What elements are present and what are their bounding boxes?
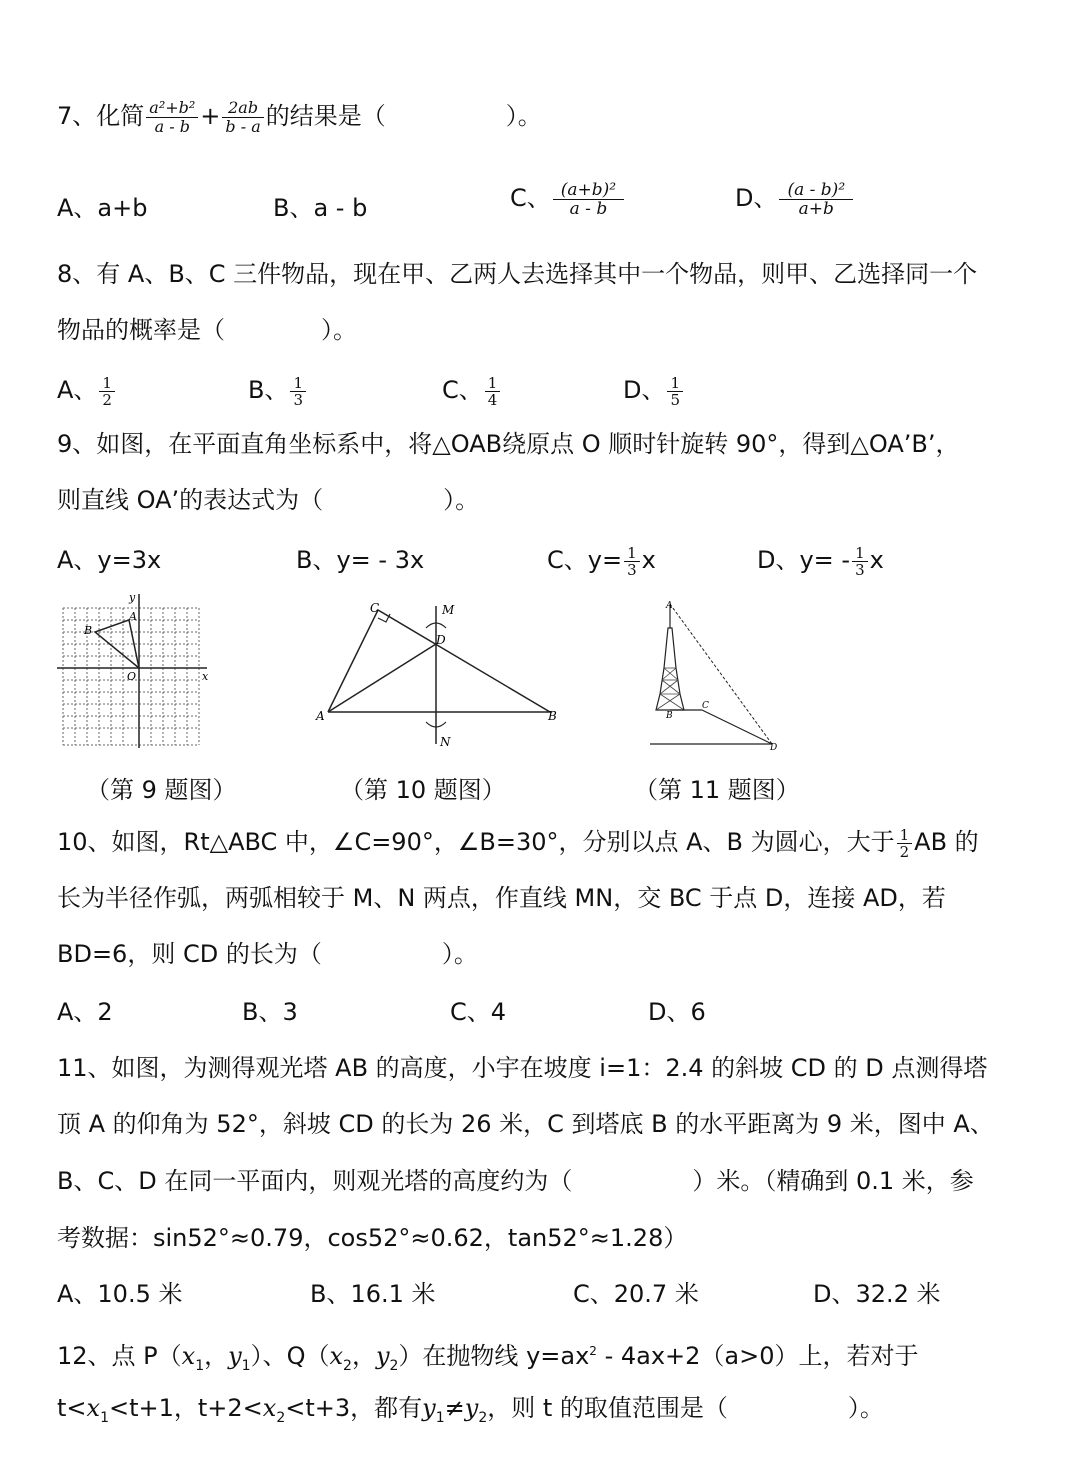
figure-10-triangle (312, 598, 572, 753)
fig9-label-x: x (202, 670, 209, 683)
fig9-label-y: y (129, 591, 136, 604)
q12-line-1: 12、点 $P(x_1$，$y_1$）、$Q(x_2$，$y_2$）在抛物线 $y=ax^2 - 4ax+2(a>0)$上，若对于 (57, 1342, 919, 1374)
figure-11-caption: （第 11 题图） (634, 776, 800, 804)
q7-fraction-1: $\frac{\text{a²+b²}}{a - b}$ (146, 99, 198, 136)
q12-line-2: $t<x_1<t+1$，$t+2<x_2<t+3$，都有$y_1\ne y_2$，则 t 的取值范围是（ ）。 (57, 1394, 884, 1426)
q11-line-3: B、C、D 在同一平面内，则观光塔的高度约为（ ）米。（精确到 0.1 米，参 (57, 1167, 974, 1195)
fig10-label-c: C (370, 601, 380, 615)
figure-11-tower (640, 598, 790, 753)
q9-option-a: A、y=3x (57, 546, 162, 574)
q10-option-d: D、6 (648, 998, 706, 1026)
q7-option-a: A、a+b (57, 194, 148, 222)
fig11-label-d: D (770, 743, 778, 753)
fig9-label-o: O (127, 670, 137, 683)
q8-line-1: 8、有 A、B、C 三件物品，现在甲、乙两人去选择其中一个物品，则甲、乙选择同一个 (57, 260, 978, 288)
q11-option-a: A、10.5 米 (57, 1280, 183, 1308)
fig9-label-a: A (129, 610, 137, 623)
q8-line-2: 物品的概率是（ ）。 (57, 316, 357, 344)
q11-line-4: 考数据：sin52°≈0.79，cos52°≈0.62，tan52°≈1.28） (57, 1224, 688, 1252)
q9-option-b: B、y= - 3x (296, 546, 425, 574)
q7-option-b: B、a - b (273, 194, 368, 222)
q8-option-a: A、 $\frac{1}{2}$ (57, 372, 117, 408)
q7-option-c: C、 $\frac{\text{(a+b)²}}{a - b}$ (510, 180, 626, 218)
figure-9-caption: （第 9 题图） (86, 776, 237, 804)
q10-line-2: 长为半径作弧，两弧相较于 M、N 两点，作直线 MN，交 BC 于点 D，连接 AD，若 (57, 884, 946, 912)
q11-option-d: D、32.2 米 (813, 1280, 941, 1308)
q7-option-d: D、 $\frac{\text{(a - b)²}}{a+b}$ (735, 180, 855, 218)
q8-option-c: C、 $\frac{1}{4}$ (442, 372, 502, 408)
fig11-label-c: C (702, 701, 709, 711)
q10-option-c: C、4 (450, 998, 507, 1026)
q10-line-1: 10、如图，Rt△ABC 中，∠C=90°，∠B=30°，分别以点 A、B 为圆心，大于 $\frac{1}{2}$ AB 的 (57, 825, 979, 861)
q9-option-d: D、y= - $\frac{1}{3}$ x (757, 543, 884, 579)
fig10-label-a: A (316, 709, 325, 723)
q9-line-2: 则直线 OA’的表达式为（ ）。 (57, 486, 480, 514)
q11-option-b: B、16.1 米 (310, 1280, 436, 1308)
q9-line-1: 9、如图，在平面直角坐标系中，将△OAB绕原点 O 顺时针旋转 90°，得到△OA’B’， (57, 430, 960, 458)
q9-option-c: C、y= $\frac{1}{3}$ x (547, 543, 656, 579)
q11-line-1: 11、如图，为测得观光塔 AB 的高度，小宇在坡度 i=1：2.4 的斜坡 CD 的 D 点测得塔 (57, 1054, 988, 1082)
q8-option-b: B、 $\frac{1}{3}$ (248, 372, 308, 408)
q8-option-d: D、 $\frac{1}{5}$ (623, 372, 685, 408)
q7-stem: 7、化简 $\frac{\text{a²+b²}}{a - b}$ + $\frac{2ab}{b - a}$ 的结果是（ ）。 (57, 97, 542, 136)
figure-10-caption: （第 10 题图） (340, 776, 506, 804)
fig9-label-b: B (84, 624, 93, 637)
q11-option-c: C、20.7 米 (573, 1280, 699, 1308)
q10-option-b: B、3 (242, 998, 298, 1026)
fig10-label-b: B (548, 709, 557, 723)
figure-9-coordinate-grid (55, 590, 215, 750)
fig10-label-d: D (436, 633, 446, 647)
q11-line-2: 顶 A 的仰角为 52°，斜坡 CD 的长为 26 米，C 到塔底 B 的水平距离为 9 米，图中 A、 (57, 1110, 994, 1138)
fig10-label-n: N (440, 735, 451, 749)
q10-option-a: A、2 (57, 998, 113, 1026)
q10-line-3: BD=6，则 CD 的长为（ ）。 (57, 940, 478, 968)
q7-fraction-2: $\frac{2ab}{b - a}$ (222, 99, 263, 136)
fig10-label-m: M (442, 603, 455, 617)
fig11-label-b: B (666, 711, 673, 721)
fig11-label-a: A (666, 601, 673, 611)
